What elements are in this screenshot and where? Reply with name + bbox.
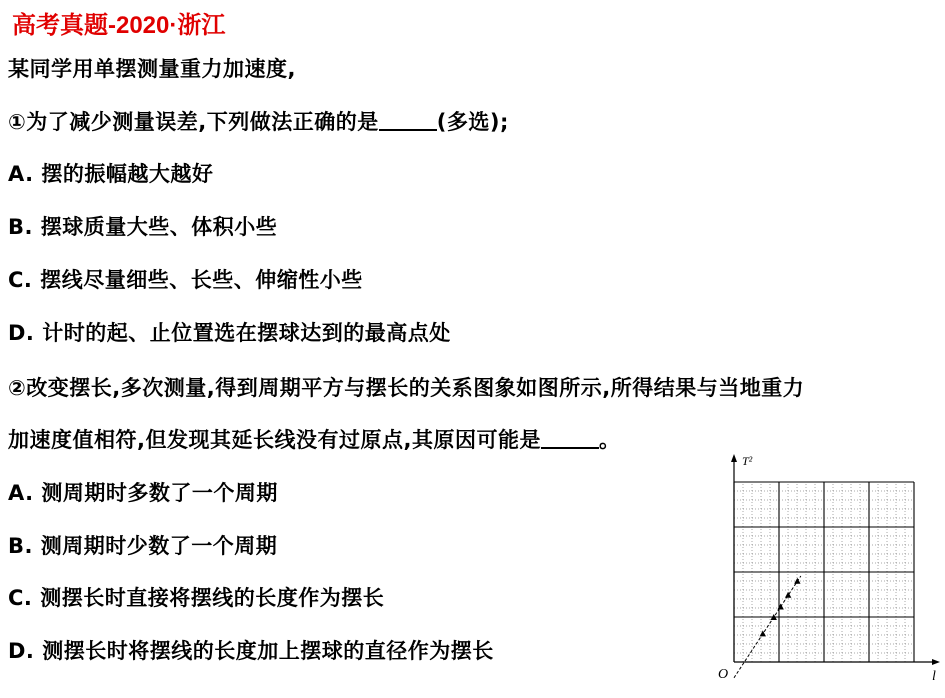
question-stem: 某同学用单摆测量重力加速度, [8,57,296,81]
q1-option-b: B. 摆球质量大些、体积小些 [8,215,278,239]
answer-blank-2[interactable] [541,427,599,449]
question-2-line-2 [8,424,620,454]
x-axis-label: l [932,669,936,684]
data-points [760,578,801,637]
answer-blank-1[interactable] [379,109,437,131]
question-1-suffix: (多选); [436,110,509,134]
question-2-suffix: 。 [598,428,621,452]
q2-option-a: A. 测周期时多数了一个周期 [8,481,278,505]
data-point [777,604,783,610]
page-title: 高考真题-2020·浙江 [12,12,226,39]
t-squared-vs-length-graph [700,448,945,698]
y-axis-label: T² [742,454,753,468]
y-axis-arrow [731,454,737,462]
q1-option-a: A. 摆的振幅越大越好 [8,162,214,186]
q2-option-d: D. 测摆长时将摆线的长度加上摆球的直径作为摆长 [8,639,494,663]
question-1-text: ①为了减少测量误差,下列做法正确的是 [8,110,379,134]
question-1 [8,106,509,136]
origin-label: O [718,667,729,682]
q2-option-b: B. 测周期时少数了一个周期 [8,534,278,558]
q1-option-c: C. 摆线尽量细些、长些、伸缩性小些 [8,268,363,292]
question-2-text: 加速度值相符,但发现其延长线没有过原点,其原因可能是 [8,428,541,452]
x-axis-arrow [932,659,940,665]
q2-option-c: C. 测摆长时直接将摆线的长度作为摆长 [8,586,385,610]
data-point [794,578,800,584]
question-2-line-1: ②改变摆长,多次测量,得到周期平方与摆长的关系图象如图所示,所得结果与当地重力 [8,376,805,400]
q1-option-d: D. 计时的起、止位置选在摆球达到的最高点处 [8,321,451,345]
